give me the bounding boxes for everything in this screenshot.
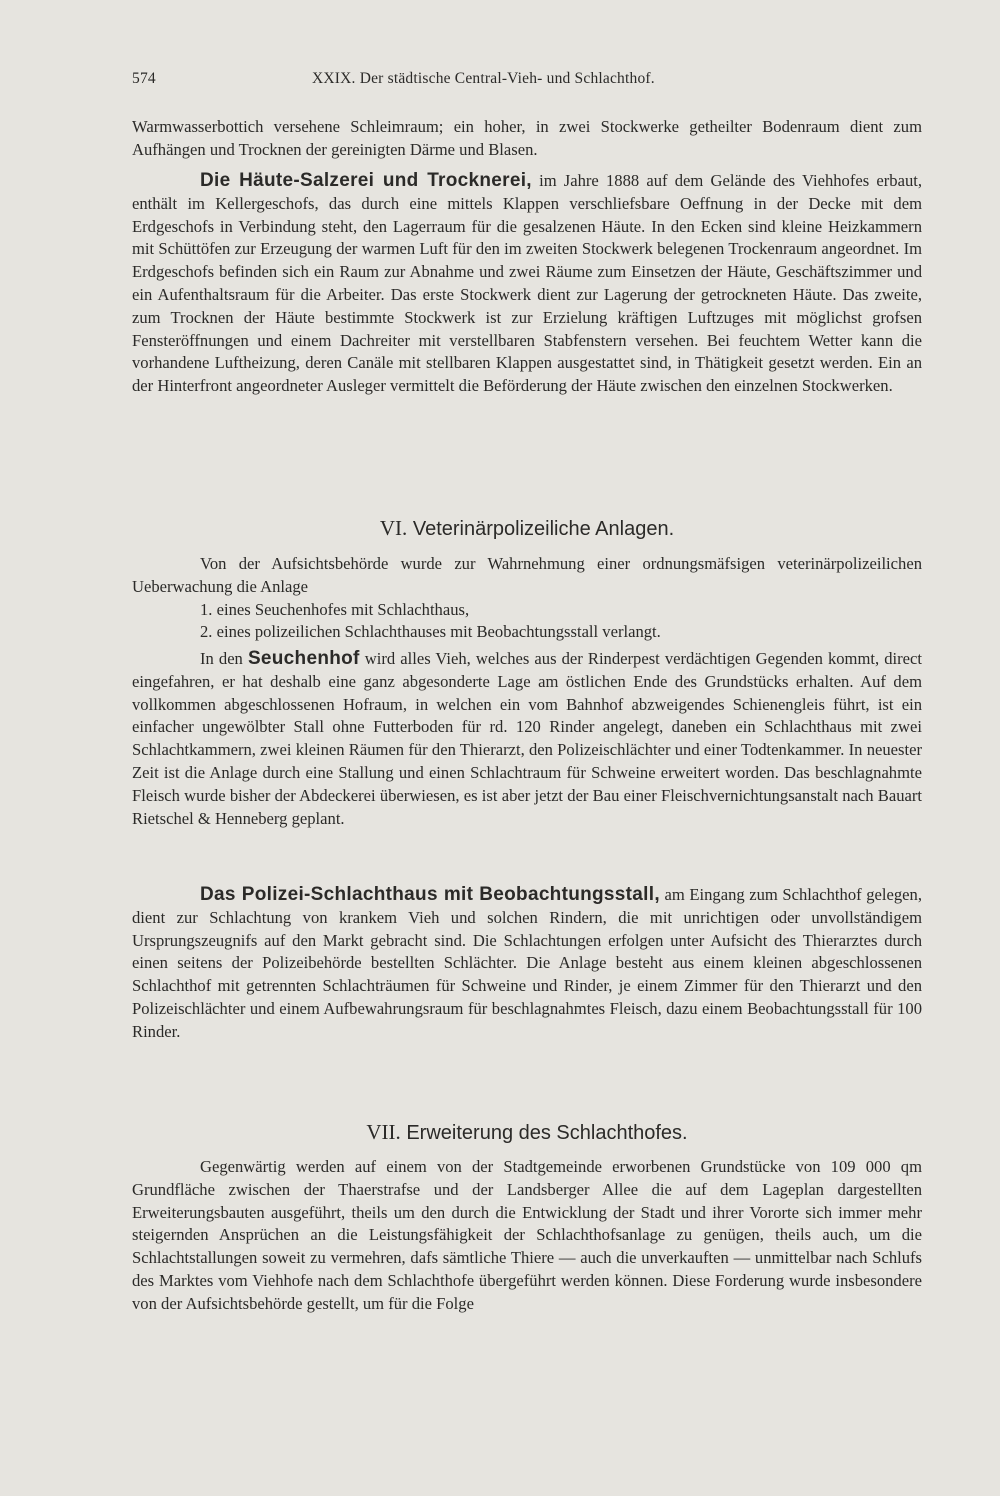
paragraph-text: Gegenwärtig werden auf einem von der Stadtgemeinde erworbenen Grundstücke von 109 000 qm Grundfläche zwischen der Thaerstrafse und der Landsberger Allee die auf dem Lageplan dargestellten Erweiterungsbauten ausgeführt, theils um den durch die Entwicklung der Stadt und ihrer Vororte sich immer mehr steigernden Ansprüchen an die Leistungsfähigkeit der Schlachthofsanlage zu genügen, theils auch, um die Schlachtstallungen soweit zu vermehren, dafs sämtliche Thiere — auch die unverkauften — unmittelbar nach Schlufs des Marktes vom Viehhofe nach dem Schlachthofe übergeführt werden können. Diese Forderung wurde insbesondere von der Aufsichtsbehörde gestellt, um für die Folge — [132, 1157, 922, 1313]
section-number: VI. — [379, 516, 408, 540]
section-title: Veterinärpolizeiliche Anlagen. — [412, 518, 675, 540]
paragraph-text: im Jahre 1888 auf dem Gelände des Viehhofes erbaut, enthält im Kellergeschofs, das durch eine mittels Klappen verschliefsbare Oeffnung in der Decke mit dem Erdgeschofs in Verbindung steht, den Lagerraum für die gesalzenen Häute. In den Ecken sind kleine Heizkammern mit Schüttöfen zur Erzeugung der warmen Luft für den im zweiten Stockwerk belegenen Trockenraum angeordnet. Im Erdgeschofs befinden sich ein Raum zur Abnahme und zwei Räume zum Einsetzen der Häute, Geschäftszimmer und ein Aufenthaltsraum für die Arbeiter. Das erste Stockwerk dient zur Lagerung der getrockneten Häute. Das zweite, zum Trocknen der Häute bestimmte Stockwerk ist zur Erzielung kräftigen Luftzuges mit möglichst grofsen Fensteröffnungen und einem Dachreiter mit verstellbaren Stabfenstern versehen. Bei feuchtem Wetter kann die vorhandene Luftheizung, deren Canäle mit stellbaren Klappen ausgestattet sind, in Thätigkeit gesetzt werden. Ein an der Hinterfront angeordneter Ausleger vermittelt die Beförderung der Häute zwischen den einzelnen Stockwerken. — [132, 171, 922, 396]
paragraph-continuation — [132, 116, 922, 162]
paragraph-polizei-schlachthaus — [132, 884, 922, 1044]
paragraph-text: am Eingang zum Schlachthof gelegen, dient zur Schlachtung von krankem Vieh und solchen Rindern, die mit unrichtigen oder unvollständigem Ursprungszeugnifs auf den Markt gebracht sind. Die Schlachtungen erfolgen unter Aufsicht des Thierarztes durch einen seitens der Polizeibehörde bestellten Schlächter. Die Anlage besteht aus einem kleinen abgeschlossenen Schlachthof mit getrennten Schlachträumen für Schweine und Rinder, je einem Zimmer für den Thierarzt und den Polizeischlächter und einem Aufbewahrungsraum für beschlagnahmtes Fleisch, dazu einem Beobachtungsstall für 100 Rinder. — [132, 885, 922, 1041]
section-heading-vii — [132, 1120, 922, 1145]
requirement-list — [132, 599, 922, 645]
run-in-heading: Das Polizei-Schlachthaus mit Beobachtungsstall, — [200, 884, 660, 905]
paragraph-haeute-salzerei — [132, 170, 922, 398]
run-in-heading: Die Häute-Salzerei und Trocknerei, — [200, 170, 532, 191]
paragraph-seuchenhof — [132, 648, 922, 830]
paragraph-lead: In den — [200, 649, 243, 668]
chapter-title: XXIX. Der städtische Central-Vieh- und Schlachthof. — [312, 70, 655, 87]
section-title: Erweiterung des Schlachthofes. — [406, 1122, 688, 1144]
section-number: VII. — [366, 1120, 401, 1144]
list-item: 2. eines polizeilichen Schlachthauses mit Beobachtungsstall verlangt. — [200, 622, 661, 642]
section-heading-vi — [132, 516, 922, 541]
paragraph-text: Von der Aufsichtsbehörde wurde zur Wahrnehmung einer ordnungsmäfsigen veterinärpolizeilichen Ueberwachung die Anlage — [132, 554, 922, 596]
paragraph-text: Warmwasserbottich versehene Schleimraum; ein hoher, in zwei Stockwerke getheilter Bodenraum dient zum Aufhängen und Trocknen der gereinigten Därme und Blasen. — [132, 117, 922, 159]
run-in-heading: Seuchenhof — [247, 648, 360, 669]
paragraph-aufsichtsbehoerde — [132, 553, 922, 644]
paragraph-text: wird alles Vieh, welches aus der Rinderpest verdächtigen Gegenden kommt, direct eingefahren, er hat deshalb eine ganz abgesonderte Lage am östlichen Ende des Grundstücks erhalten. Auf dem vollkommen abgeschlossenen Hofraum, in welchen ein vom Bahnhof abzweigendes Schienengleis führt, ist ein einfacher ungewölbter Stall ohne Futterboden für rd. 120 Rinder angelegt, daneben ein Schlachthaus mit zwei Schlachtkammern, zwei kleinen Räumen für den Thierarzt, den Polizeischlächter und einer Todtenkammer. In neuester Zeit ist die Anlage durch eine Stallung und einen Schlachtraum für Schweine erweitert worden. Das beschlagnahmte Fleisch wurde bisher der Abdeckerei überwiesen, es ist aber jetzt der Bau einer Fleischvernichtungsanstalt nach Bauart Rietschel & Henneberg geplant. — [132, 649, 922, 828]
list-item: 1. eines Seuchenhofes mit Schlachthaus, — [200, 599, 470, 619]
paragraph-erweiterung — [132, 1156, 922, 1316]
page-number: 574 — [132, 70, 156, 87]
